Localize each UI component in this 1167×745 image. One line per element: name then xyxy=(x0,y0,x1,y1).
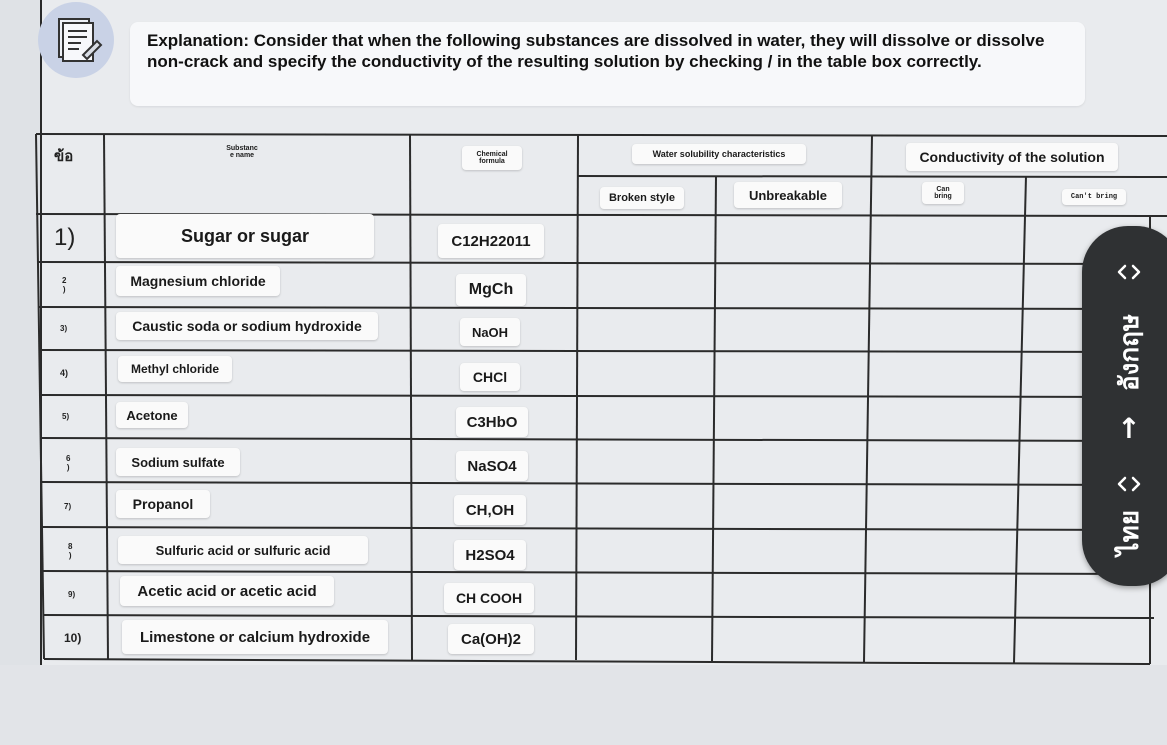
row-1-formula: C12H22011 xyxy=(438,224,544,258)
row-6-name: Sodium sulfate xyxy=(116,448,240,476)
row-5-formula: C3HbO xyxy=(456,407,528,437)
source-lang-button[interactable] xyxy=(1106,292,1152,412)
row-4-name: Methyl chloride xyxy=(118,356,232,382)
header-unbreakable: Unbreakable xyxy=(734,182,842,208)
header-broken-style: Broken style xyxy=(600,187,684,209)
header-can-line1: Can xyxy=(936,186,950,193)
row-10-name: Limestone or calcium hydroxide xyxy=(122,620,388,654)
row-10-formula: Ca(OH)2 xyxy=(448,624,534,654)
row-9-name: Acetic acid or acetic acid xyxy=(120,576,334,606)
header-substance-line1: Substanc xyxy=(226,145,258,152)
row-10-number: 10) xyxy=(64,631,82,645)
row-3-name: Caustic soda or sodium hydroxide xyxy=(116,312,378,340)
row-7-name: Propanol xyxy=(116,490,210,518)
row-1-number: 1) xyxy=(54,224,76,251)
row-5-number: 5) xyxy=(62,412,70,421)
header-can-line2: bring xyxy=(934,193,952,200)
header-formula xyxy=(462,146,522,170)
row-7-formula: CH,OH xyxy=(454,495,526,525)
row-3-formula: NaOH xyxy=(460,318,520,346)
header-cant-bring: Can't bring xyxy=(1062,189,1126,205)
row-2-name: Magnesium chloride xyxy=(116,266,280,296)
row-8-name: Sulfuric acid or sulfuric acid xyxy=(118,536,368,564)
swap-direction-arrow: ↑ xyxy=(1117,411,1141,445)
header-formula-line2: formula xyxy=(479,158,505,165)
row-3-number: 3) xyxy=(60,324,68,333)
row-1-name: Sugar or sugar xyxy=(116,214,374,258)
target-lang-expand-icon[interactable] xyxy=(1106,472,1152,496)
header-conductivity: Conductivity of the solution xyxy=(906,143,1118,171)
explanation-text: Explanation: Consider that when the following substances are dissolved in water, they will dissolve or dissolve non-crack and specify the conductivity of the resulting solution by checking / in the table box correctly. xyxy=(147,31,1045,71)
row-5-name: Acetone xyxy=(116,402,188,428)
row-2-formula: MgCh xyxy=(456,274,526,306)
document-icon xyxy=(38,2,114,78)
translate-widget[interactable] xyxy=(1082,226,1167,586)
paper-left-margin xyxy=(0,0,42,745)
header-substance xyxy=(222,142,262,162)
target-lang-label: ไทย xyxy=(1114,510,1145,556)
header-substance-line2: e name xyxy=(229,152,255,159)
header-solubility: Water solubility characteristics xyxy=(632,144,806,164)
row-4-number: 4) xyxy=(60,368,69,378)
row-6-formula: NaSO4 xyxy=(456,451,528,481)
row-6-number: 6 ) xyxy=(66,454,71,472)
row-8-number: 8 ) xyxy=(68,542,73,560)
target-lang-button[interactable] xyxy=(1106,498,1152,568)
source-lang-expand-icon[interactable] xyxy=(1106,260,1152,284)
swap-direction-icon[interactable] xyxy=(1106,411,1152,445)
header-no: ข้อ xyxy=(54,147,74,165)
row-8-formula: H2SO4 xyxy=(454,540,526,570)
paper-bottom-area xyxy=(0,665,1167,745)
row-4-formula: CHCl xyxy=(460,363,520,391)
row-9-formula: CH COOH xyxy=(444,583,534,613)
source-lang-label: อังกฤษ xyxy=(1114,313,1145,391)
row-7-number: 7) xyxy=(64,502,72,511)
row-2-number: 2 ) xyxy=(62,276,67,294)
header-can-bring xyxy=(922,182,964,204)
header-formula-line1: Chemical xyxy=(476,151,508,158)
explanation-box xyxy=(130,22,1085,106)
row-9-number: 9) xyxy=(68,590,76,599)
